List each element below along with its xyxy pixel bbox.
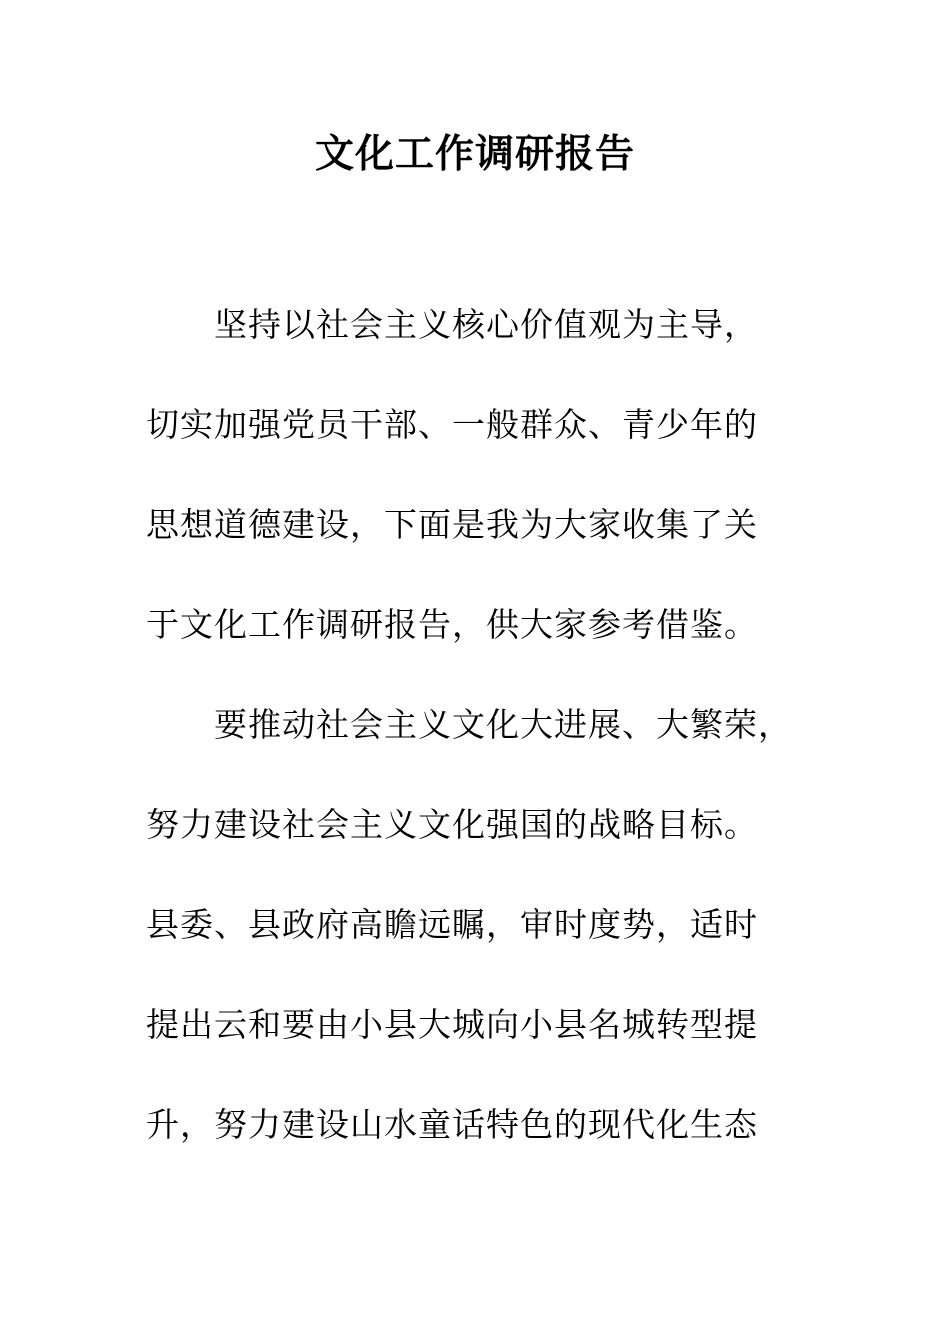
paragraph-2-line-3: 县委、县政府高瞻远瞩，审时度势，适时 <box>146 905 758 944</box>
paragraph-2-line-1: 要推动社会主义文化大进展、大繁荣， <box>214 705 792 744</box>
paragraph-1-line-2: 切实加强党员干部、一般群众、青少年的 <box>146 405 758 444</box>
paragraph-1-line-3: 思想道德建设，下面是我为大家收集了关 <box>146 505 758 544</box>
paragraph-1-line-1: 坚持以社会主义核心价值观为主导， <box>214 305 758 344</box>
paragraph-2-line-2: 努力建设社会主义文化强国的战略目标。 <box>146 805 758 844</box>
paragraph-1-line-4: 于文化工作调研报告，供大家参考借鉴。 <box>146 605 758 644</box>
paragraph-2-line-5: 升，努力建设山水童话特色的现代化生态 <box>146 1105 758 1144</box>
paragraph-2-line-4: 提出云和要由小县大城向小县名城转型提 <box>146 1005 758 1044</box>
document-title: 文化工作调研报告 <box>314 131 635 177</box>
